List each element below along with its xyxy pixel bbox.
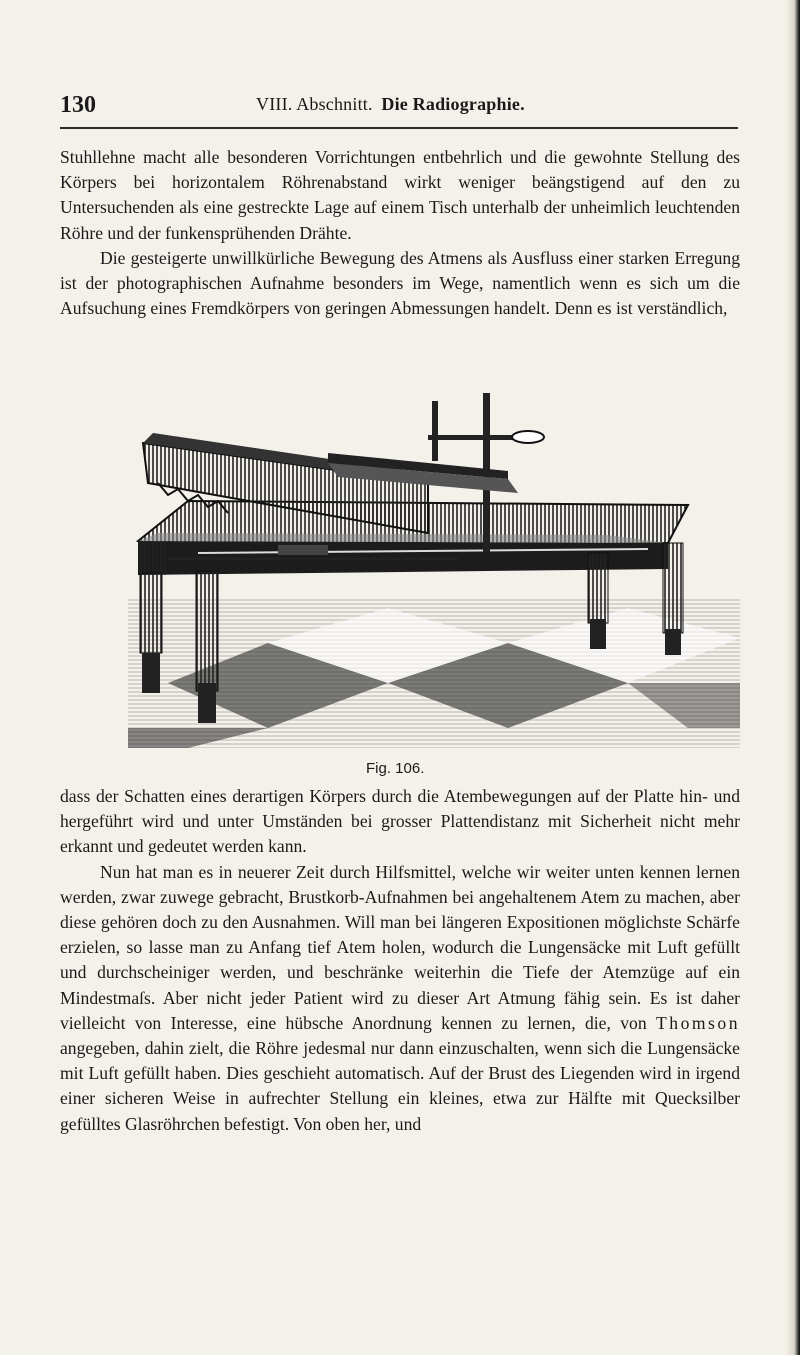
top-text [60,145,740,321]
paragraph-3: dass der Schatten eines derartigen Körpers durch die Atembewegungen auf der Platte hin- und hergeführt wird und unter Umständen bei grosser Plattendistanz mit Sicherheit nicht mehr erkannt und gedeutet werden kann. [60,786,740,857]
page-header [60,92,740,122]
paragraph-4-main: Nun hat man es in neuerer Zeit durch Hilfsmittel, welche wir weiter unten kennen lernen werden, zwar zuwege gebracht, Brustkorb-Aufnahmen bei angehaltenem Atem zu machen, aber diese gehören doch zu den Ausnahmen. Will man bei längeren Expositionen möglichste Schärfe erzielen, so lasse man zu Anfang tief Atem holen, wodurch die Lungensäcke mit Luft gefüllt und durchscheiniger werden, und beschränke weiterhin die Tiefe der Atemzüge auf ein Mindestmaſs. Aber nicht jeder Patient wird zu dieser Art Atmung fähig sein. Es ist daher vielleicht von Interesse, eine hübsche Anordnung kennen zu lernen, die, von [60,861,740,1033]
figure-illustration [128,383,740,763]
paragraph-1: Stuhllehne macht alle besonderen Vorrichtungen entbehrlich und die gewohnte Stellung des Körpers bei horizontalem Röhrenabstand wirkt weniger beängstigend auf den zu Untersuchenden als eine gestreckte Lage auf einem Tisch unterhalb der unheimlich leuchtenden Röhre und der funkensprühenden Drähte. [60,147,740,243]
paragraph-4-end: angegeben, dahin zielt, die Röhre jedesmal nur dann einzuschalten, wenn sich die Lungensäcke mit Luft gefüllt haben. Dies geschieht automatisch. Auf der Brust des Liegenden wird in irgend einer sicheren Weise in aufrechter Stellung ein kleines, etwa zur Hälfte mit Quecksilber gefülltes Glasröhrchen befestigt. Von oben her, und [60,1038,740,1134]
running-head [256,94,525,115]
bottom-text [60,784,740,1137]
paragraph-2: Die gesteigerte unwillkürliche Bewegung des Atmens als Ausfluss einer starken Erregung ist der photographischen Aufnahme besonders im Wege, namentlich wenn es sich um die Aufsuchung eines Fremdkörpers von geringen Abmessungen handelt. Denn es ist verständlich, [60,247,740,319]
floor-tiles [128,598,740,748]
page-edge-shadow [786,0,800,1355]
paragraph-4 [60,860,740,1137]
section-title: Die Radiographie. [381,94,525,114]
section-label: VIII. Abschnitt. [256,94,373,114]
header-rule [60,127,738,129]
examination-table-engraving [128,383,740,763]
figure-caption: Fig. 106. [366,760,425,777]
page-number: 130 [60,92,96,118]
author-name: Thomson [656,1012,740,1033]
